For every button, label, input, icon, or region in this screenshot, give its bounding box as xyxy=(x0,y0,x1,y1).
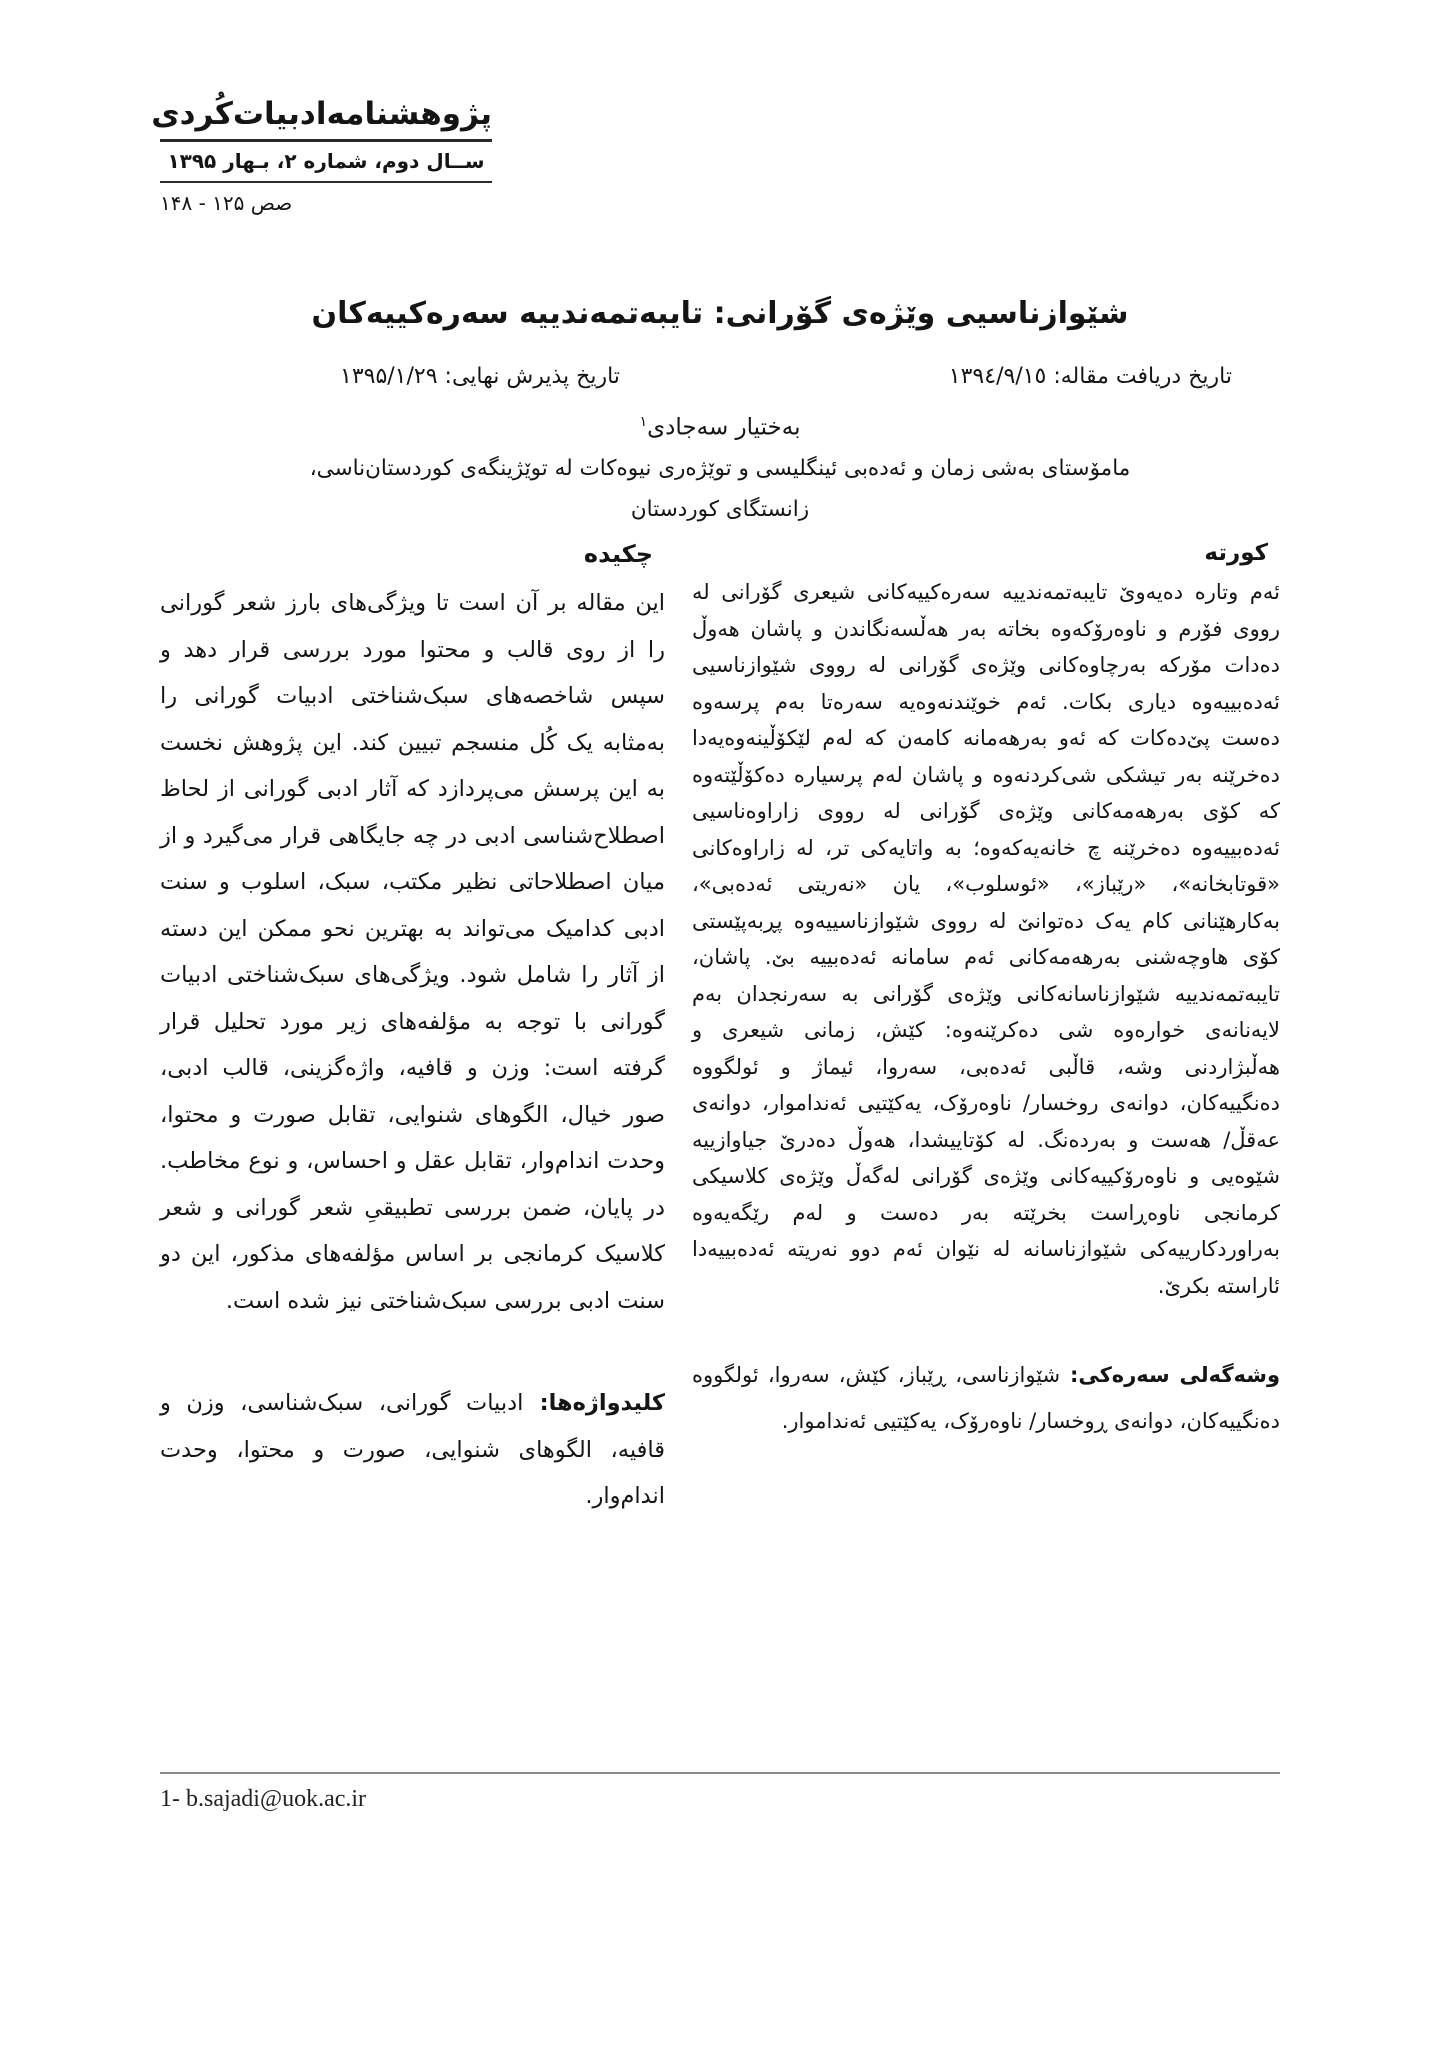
kurdish-abstract-column xyxy=(692,540,1280,1520)
persian-abstract-heading: چکیده xyxy=(583,540,653,568)
footnote-email: 1- b.sajadi@uok.ac.ir xyxy=(160,1786,367,1812)
accepted-date: تاریخ پذیرش نهایی: ۱۳۹۵/۱/۲۹ xyxy=(340,364,620,389)
journal-issue-line: ســال دوم، شماره ۲، بـهار ۱۳۹۵ xyxy=(160,142,492,183)
persian-keywords-label: کلیدواژه‌ها: xyxy=(523,1390,666,1416)
affiliation-line-2: زانستگای کوردستان xyxy=(630,497,810,522)
kurdish-keywords-label: وشەگەلی سەرەکی: xyxy=(1060,1363,1280,1387)
persian-keywords-paragraph xyxy=(160,1380,665,1520)
received-date: تاریخ دریافت مقاله: ١٣٩٤/٩/١٥ xyxy=(948,364,1232,389)
author-name: بەختیار سەجادی xyxy=(647,414,801,441)
dates-row xyxy=(160,364,1280,389)
kurdish-keywords-paragraph xyxy=(692,1352,1280,1444)
footnote-block xyxy=(160,1772,1280,1813)
persian-abstract-body: این مقاله بر آن است تا ویژگی‌های بارز شعر گورانی را از روی قالب و محتوا مورد بررسی قرار دهد و سپس شاخصه‌های سبک‌شناختی ادبیات گورانی را به‌مثابه یک کُل منسجم تبیین کند. این پژوهش نخست به این پرسش می‌پردازد که آثار ادبی گورانی از لحاظ اصطلاح‌شناسی ادبی در چه جایگاهی قرار می‌گیرد و از میان اصطلاحاتی نظیر مکتب، سبک، اسلوب و سنت ادبی کدامیک می‌تواند به بهترین نحو ممکن این دسته از آثار را شامل شود. ویژگی‌های سبک‌شناختی ادبیات گورانی با توجه به مؤلفه‌های زیر مورد تحلیل قرار گرفته است: وزن و قافیه، واژه‌گزینی، قالب ادبی، صور خیال، الگوهای شنوایی، تقابل صورت و محتوا، وحدت اندام‌وار، تقابل عقل و احساس، و نوع مخاطب. در پایان، ضمن بررسی تطبیقیِ شعر گورانی و شعر کلاسیک کرمانجی بر اساس مؤلفه‌های مذکور، این دو سنت ادبی بررسی سبک‌شناختی نیز شده است. xyxy=(160,590,665,1314)
author-footnote-mark: ۱ xyxy=(639,414,648,430)
journal-masthead xyxy=(151,96,492,215)
abstract-columns xyxy=(160,540,1280,1520)
persian-abstract-column xyxy=(160,540,665,1520)
article-title: شێوازناسیی وێژەی گۆرانی: تایبەتمەندییە سەرەکییەکان xyxy=(311,296,1129,332)
kurdish-abstract-heading: کورتە xyxy=(1204,540,1268,566)
affiliation-line-1: مامۆستای بەشی زمان و ئەدەبی ئینگلیسی و توێژەری نیوەکات لە توێژینگەی کوردستان‌ناسی، xyxy=(309,456,1131,481)
kurdish-abstract-body: ئەم وتارە دەیەوێ تایبەتمەندییە سەرەکییەکانی شیعری گۆرانی لە رووی فۆرم و ناوەرۆکەوە بخاتە بەر هەڵسەنگاندن و پاشان هەوڵ دەدات مۆرکە بەرچاوەکانی وێژەی گۆرانی لە رووی شێوازناسیی ئەدەبییەوە دیاری بکات. ئەم خوێندنەوەیە سەرەتا بەم پرسەوە دەست پێ‌دەکات کە ئەو بەرهەمانە کامەن کە لەم لێکۆڵینەوەیەدا دەخرێنە بەر تیشکی شی‌کردنەوە و پاشان لەم پرسیارە دەکۆڵێتەوە کە کۆی بەرهەمەکانی وێژەی گۆرانی لە رووی زاراوەناسیی ئەدەبییەوە دەخرێنە چ خانەیەکەوە؛ بە واتایەکی تر، لە زاراوەکانی «قوتابخانە»، «رێباز»، «ئوسلوب»، یان «نەریتی ئەدەبی»، بەکارهێنانی کام یەک دەتوانێ لە رووی شێوازناسییەوە پڕبەپێستی کۆی هاوچەشنی بەرهەمەکانی ئەم سامانە ئەدەبییە بێ. پاشان، تایبەتمەندییە شێوازناسانەکانی وێژەی گۆرانی بە سەرنجدان بەم لایەنانەی خوارەوە شی دەکرێنەوە: کێش، زمانی شیعری و هەڵبژاردنی وشە، قاڵبی ئەدەبی، سەروا، ئیماژ و ئولگووە دەنگییەکان، دوانەی روخسار/ ناوەرۆک، یەکێتیی ئەنداموار، دوانەی عەقڵ/ هەست و بەردەنگ. لە کۆتاییشدا، هەوڵ دەدرێ جیاوازییە شێوەیی و ناوەرۆکییەکانی وێژەی گۆرانی لەگەڵ وێژەی کلاسیکی کرمانجی ناوەڕاست بخرێتە بەر دەست و لەم رێگەیەوە بەراوردکارییەکی شێوازناسانە لە نێوان ئەم دوو نەریتە ئەدەبییەدا ئاراستە بکرێ. xyxy=(692,580,1280,1298)
author-line xyxy=(160,414,1280,441)
journal-pages-line: صص ۱۲۵ - ۱۴۸ xyxy=(160,191,293,215)
kurdish-keywords-text: شێوازناسی، ڕێباز، کێش، سەروا، ئولگووە دەنگییەکان، دوانەی ڕوخسار/ ناوەرۆک، یەکێتیی ئەنداموار. xyxy=(692,1363,1280,1433)
persian-keywords-text: ادبیات گورانی، سبک‌شناسی، وزن و قافیه، الگوهای شنوایی، صورت و محتوا، وحدت اندام‌وار. xyxy=(160,1390,665,1509)
journal-title: پژوهشنامه‌ادبیات‌کُردی xyxy=(160,96,492,142)
